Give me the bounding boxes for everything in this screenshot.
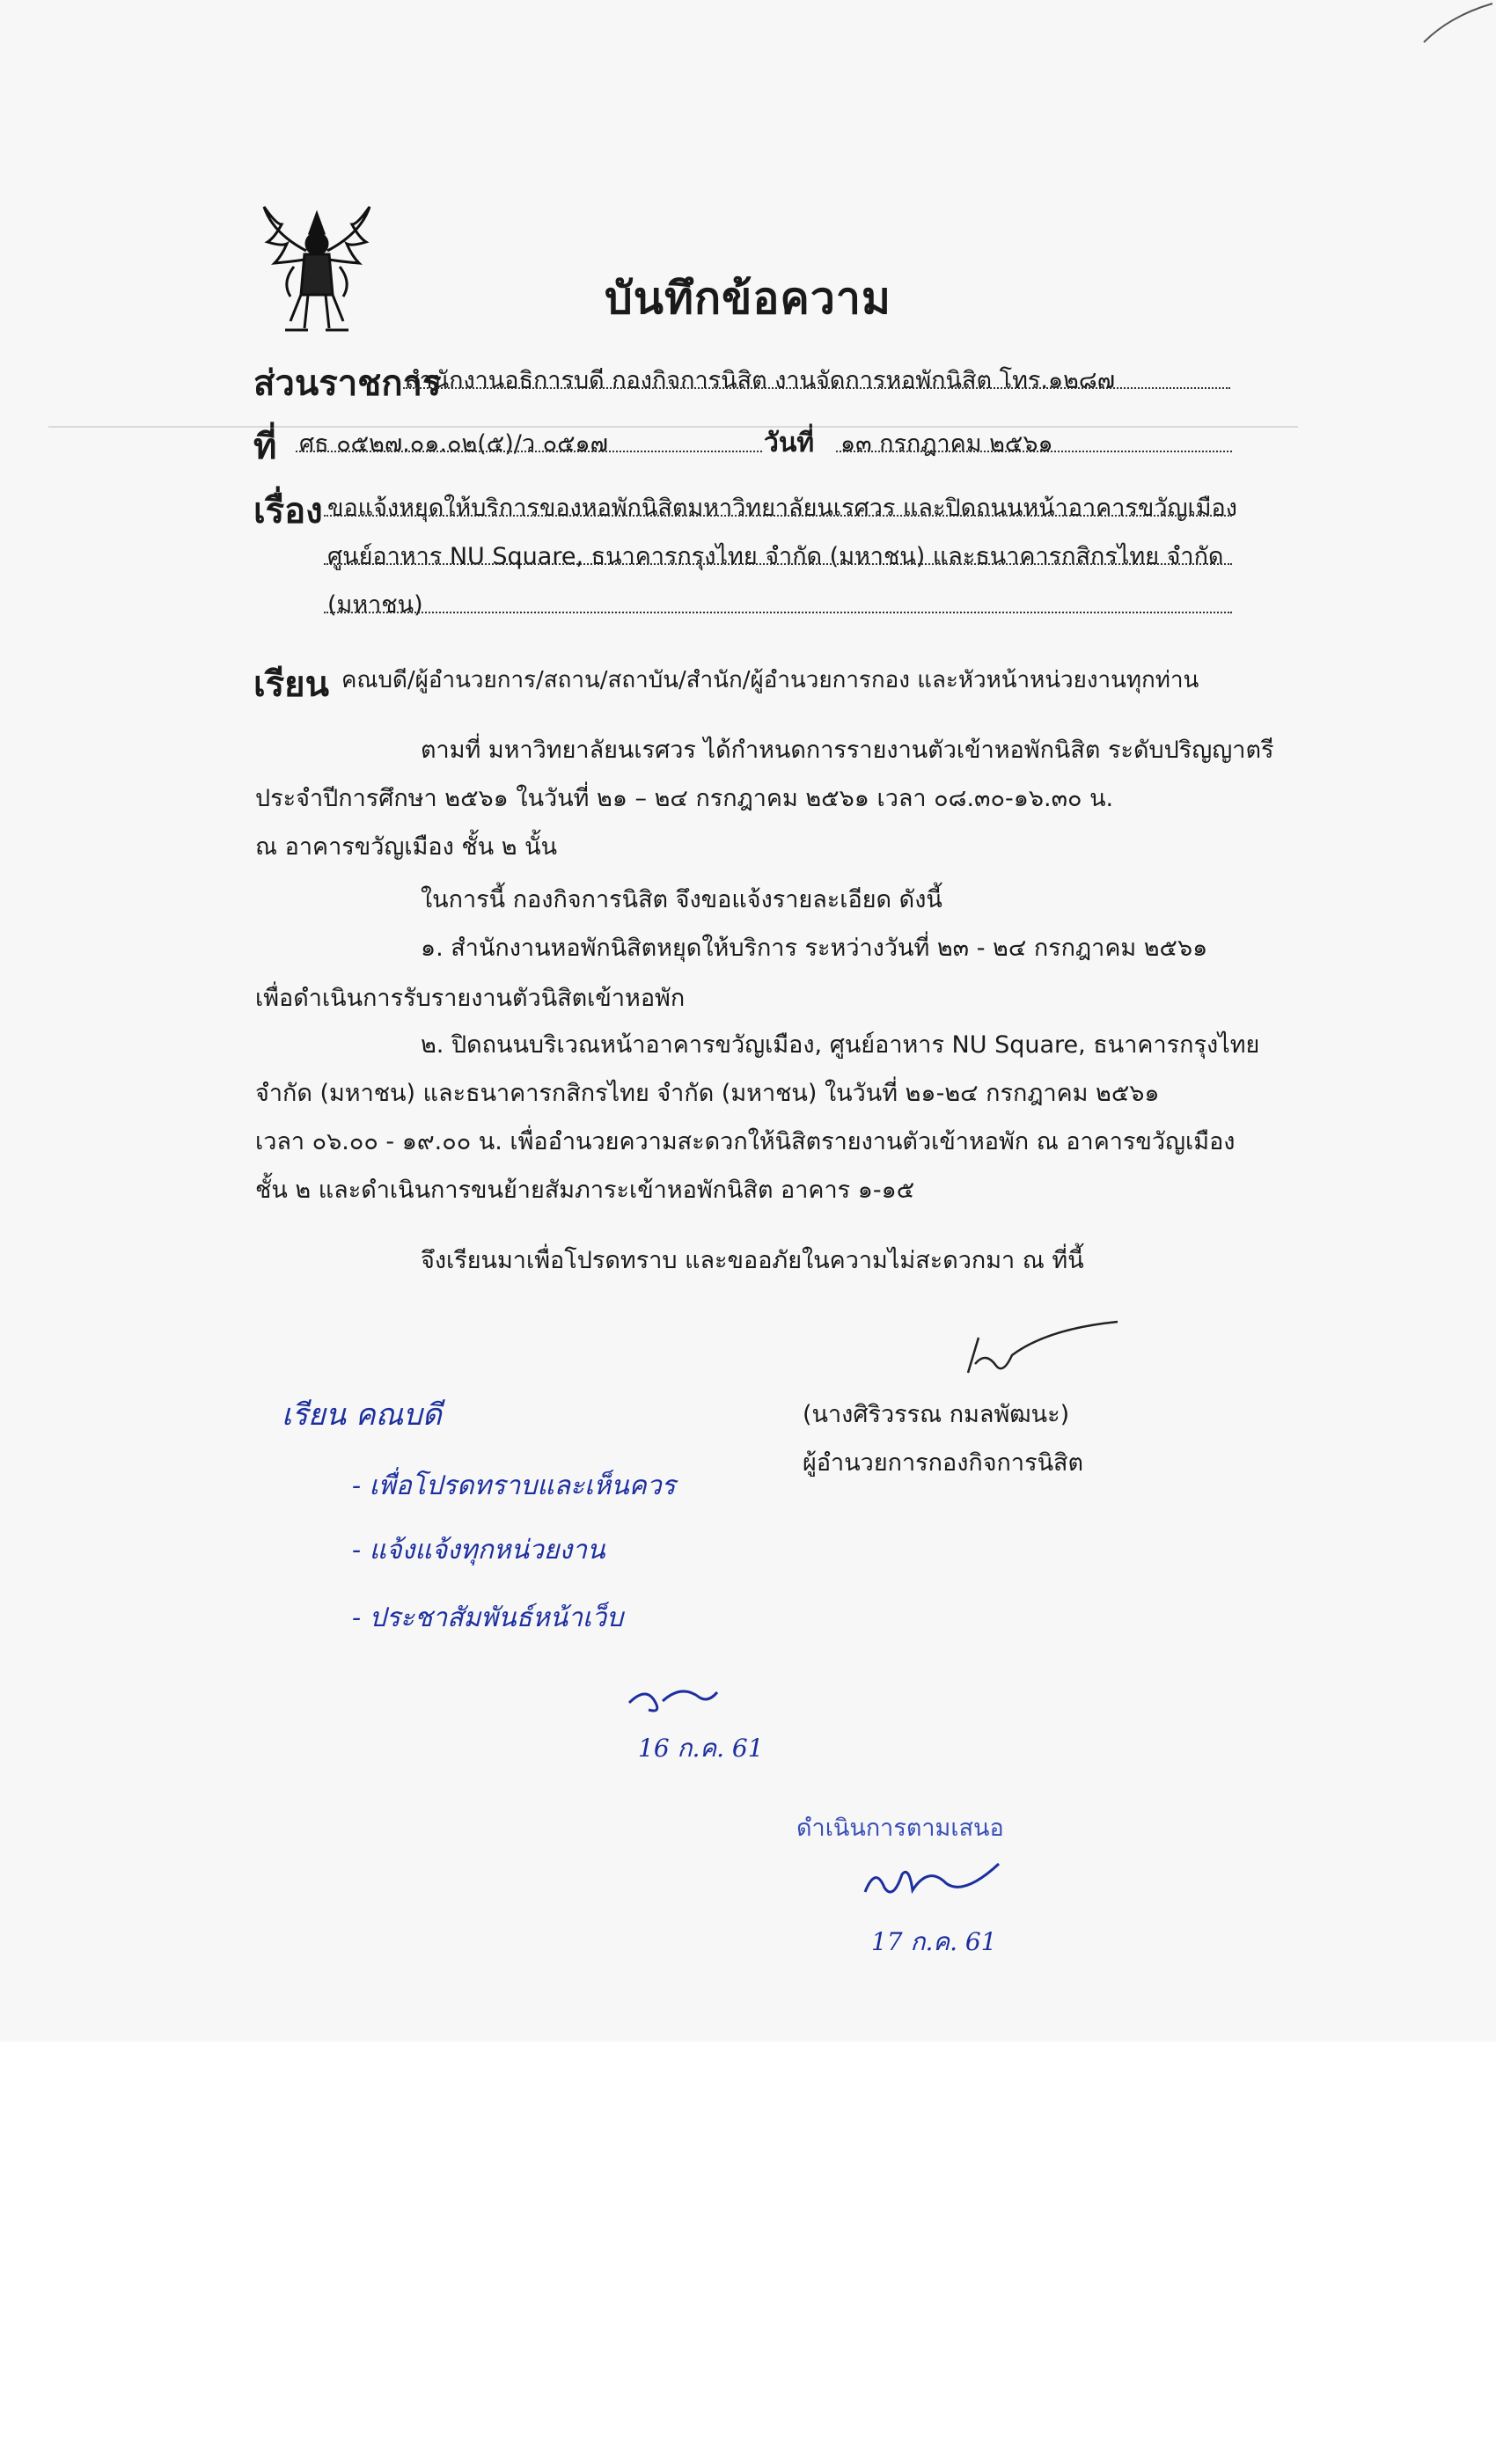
handwritten-addressee: เรียน คณบดี — [282, 1397, 442, 1433]
reference-dotted-line — [296, 451, 762, 452]
subject-dotted-line-3 — [324, 612, 1232, 613]
subject-dotted-line-1 — [324, 515, 1232, 517]
salutation-recipients: คณบดี/ผู้อำนวยการ/สถาน/สถาบัน/สำนัก/ผู้อำนวยการกอง และหัวหน้าหน่วยงานทุกท่าน — [341, 667, 1199, 693]
closing-line: จึงเรียนมาเพื่อโปรดทราบ และขออภัยในความไม่สะดวกมา ณ ที่นี้ — [421, 1247, 1084, 1274]
body-line-5: ๑. สำนักงานหอพักนิสิตหยุดให้บริการ ระหว่างวันที่ ๒๓ - ๒๔ กรกฎาคม ๒๕๖๑ — [421, 935, 1208, 962]
handwritten-date-1: 16 ก.ค. 61 — [638, 1734, 764, 1763]
approver-signature — [858, 1848, 1008, 1918]
subject-line-1: ขอแจ้งหยุดให้บริการของหอพักนิสิตมหาวิทยาลัยนเรศวร และปิดถนนหน้าอาคารขวัญเมือง — [327, 495, 1237, 522]
body-line-1: ตามที่ มหาวิทยาลัยนเรศวร ได้กำหนดการรายงานตัวเข้าหอพักนิสิต ระดับปริญญาตรี — [421, 737, 1274, 764]
handwritten-date-2: 17 ก.ค. 61 — [871, 1927, 997, 1956]
department-label: ส่วนราชการ — [253, 363, 442, 404]
page-title: บันทึกข้อความ — [605, 273, 891, 324]
reference-label: ที่ — [253, 427, 277, 467]
reference-number: ศธ ๐๕๒๗.๐๑.๐๒(๕)/ว ๐๕๑๗ — [299, 430, 608, 458]
director-signature — [950, 1311, 1126, 1390]
dean-initials — [620, 1668, 726, 1720]
date-dotted-line — [836, 451, 1232, 452]
body-line-2: ประจำปีการศึกษา ๒๕๖๑ ในวันที่ ๒๑ – ๒๔ กรกฎาคม ๒๕๖๑ เวลา ๐๘.๓๐-๑๖.๓๐ น. — [255, 785, 1114, 812]
department-value: สำนักงานอธิการบดี กองกิจการนิสิต งานจัดการหอพักนิสิต โทร.๑๒๘๗ — [405, 367, 1116, 394]
body-line-10: ชั้น ๒ และดำเนินการขนย้ายสัมภาระเข้าหอพักนิสิต อาคาร ๑-๑๕ — [255, 1177, 915, 1204]
memo-date: ๑๓ กรกฎาคม ๒๕๖๑ — [840, 430, 1053, 458]
body-line-9: เวลา ๐๖.๐๐ - ๑๙.๐๐ น. เพื่ออำนวยความสะดวกให้นิสิตรายงานตัวเข้าหอพัก ณ อาคารขวัญเมือง — [255, 1128, 1236, 1155]
subject-line-3: (มหาชน) — [327, 591, 423, 619]
body-line-6: เพื่อดำเนินการรับรายงานตัวนิสิตเข้าหอพัก — [255, 985, 686, 1012]
signatory-name: (นางศิริวรรณ กมลพัฒนะ) — [803, 1401, 1070, 1428]
body-line-3: ณ อาคารขวัญเมือง ชั้น ๒ นั้น — [255, 833, 558, 861]
date-label: วันที่ — [764, 428, 815, 458]
signatory-position: ผู้อำนวยการกองกิจการนิสิต — [803, 1449, 1084, 1477]
subject-label: เรื่อง — [253, 491, 323, 532]
approval-stamp-text: ดำเนินการตามเสนอ — [796, 1815, 1004, 1842]
salutation-label: เรียน — [253, 664, 329, 705]
subject-dotted-line-2 — [324, 563, 1232, 565]
handwritten-note-3: - ประชาสัมพันธ์หน้าเว็บ — [352, 1602, 624, 1633]
body-line-4: ในการนี้ กองกิจการนิสิต จึงขอแจ้งรายละเอียด ดังนี้ — [421, 886, 942, 913]
page-fold-mark — [1415, 0, 1496, 46]
department-dotted-line — [403, 387, 1230, 389]
handwritten-note-1: - เพื่อโปรดทราบและเห็นควร — [352, 1470, 676, 1501]
handwritten-note-2: - แจ้งแจ้งทุกหน่วยงาน — [352, 1535, 605, 1566]
subject-line-2: ศูนย์อาหาร NU Square, ธนาคารกรุงไทย จำกัด (มหาชน) และธนาคารกสิกรไทย จำกัด — [327, 543, 1224, 570]
body-line-7: ๒. ปิดถนนบริเวณหน้าอาคารขวัญเมือง, ศูนย์อาหาร NU Square, ธนาคารกรุงไทย — [421, 1031, 1260, 1059]
body-line-8: จำกัด (มหาชน) และธนาคารกสิกรไทย จำกัด (มหาชน) ในวันที่ ๒๑-๒๔ กรกฎาคม ๒๕๖๑ — [255, 1080, 1160, 1107]
scan-artifact-line — [48, 426, 1298, 428]
